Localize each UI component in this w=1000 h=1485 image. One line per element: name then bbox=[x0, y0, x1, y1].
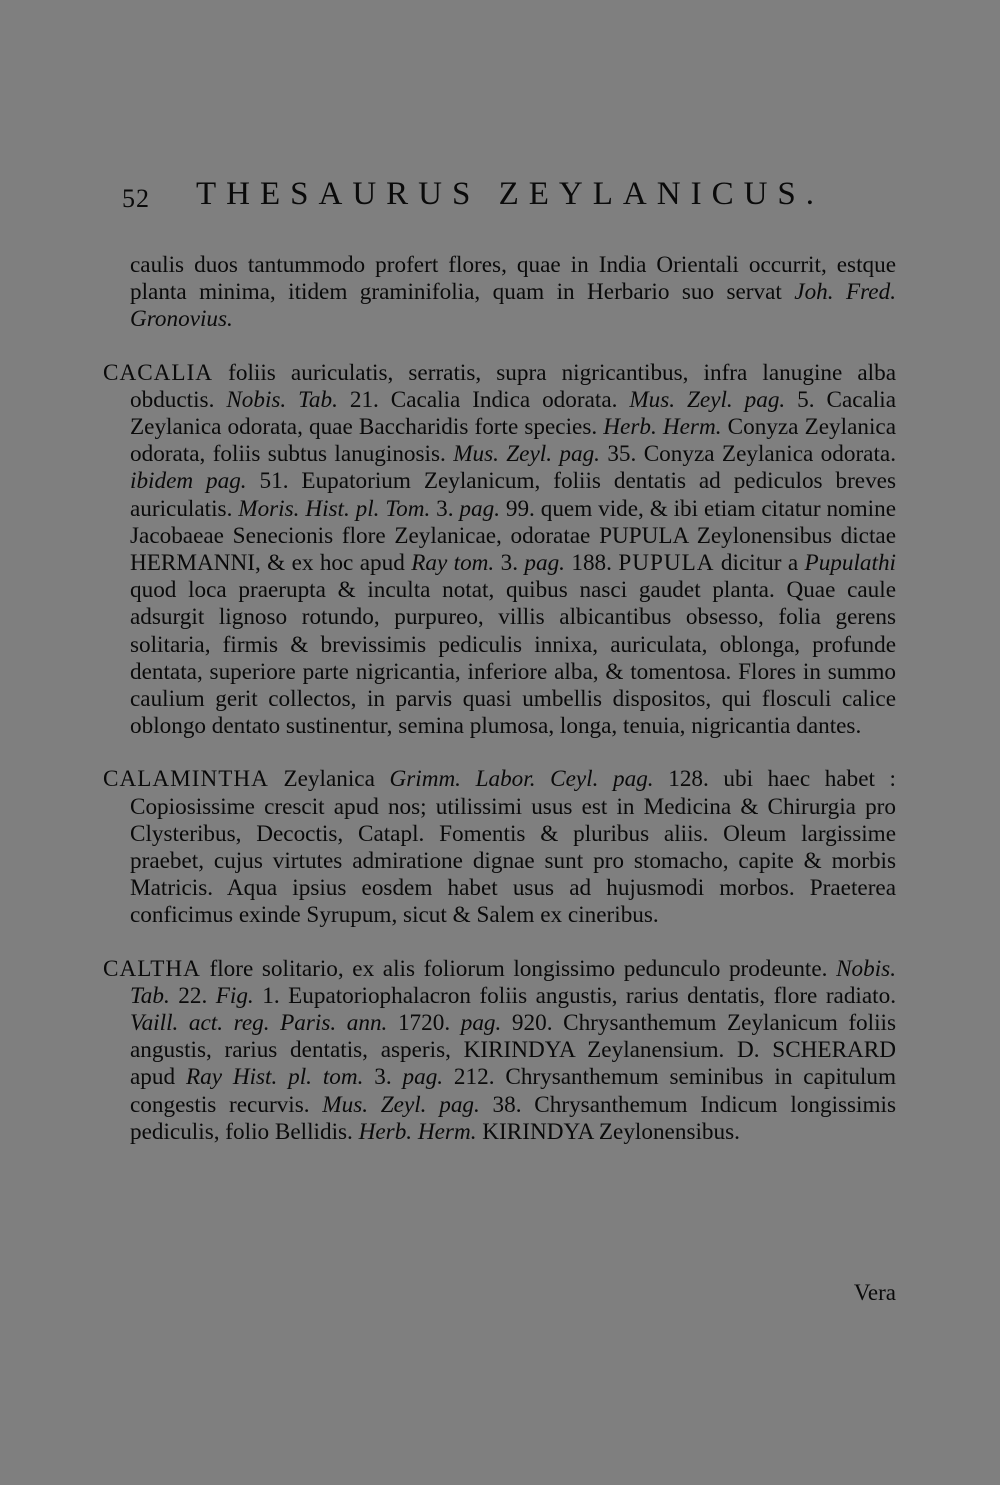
dictionary-entry bbox=[103, 766, 896, 929]
headword: CALAMINTHA bbox=[103, 766, 269, 793]
text-run: 38. Chrysanthemum Indicum longissimis pediculis, folio Bellidis. bbox=[130, 1091, 896, 1145]
citation: Ray tom. bbox=[411, 550, 495, 577]
text-run: 212. Chrysanthemum seminibus in capitulum congestis recurvis. bbox=[130, 1064, 896, 1118]
text-run: Zeylanica bbox=[268, 766, 390, 793]
citation: Mus. Zeyl. pag. bbox=[629, 386, 786, 413]
text-run: 1. Eupatoriophalacron foliis angustis, rarius dentatis, flore radiato. bbox=[253, 982, 897, 1009]
citation: pag. bbox=[524, 550, 565, 577]
text-run: 920. Chrysanthemum Zeylanicum foliis angustis, rarius dentatis, asperis, KIRINDYA Zeylanensium. D. SCHERARD apud bbox=[130, 1010, 897, 1091]
text-run: 99. quem vide, & ibi etiam citatur nomine Jacobaeae Senecionis flore Zeylanicae, odoratae PUPULA Zeylonensibus dictae HERMANNI, & ex hoc apud bbox=[130, 495, 896, 577]
text-run: caulis duos tantummodo profert flores, quae in India Orientali occurrit, estque planta minima, itidem graminifolia, quam in Herbario suo servat bbox=[130, 252, 896, 306]
text-run: Conyza Zeylanica odorata, foliis subtus lanuginosis. bbox=[130, 414, 897, 468]
page-number: 52 bbox=[122, 184, 150, 213]
text-run: dicitur a bbox=[714, 550, 805, 577]
citation: pag. bbox=[459, 495, 500, 522]
citation: pag. bbox=[460, 1010, 502, 1037]
text-run: 128. ubi haec habet : Copiosissime crescit apud nos; utilissimi usus est in Medicina & Chirurgia pro Clysteribus, Decoctis, Catapl. Fomentis & pluribus aliis. Oleum largissime praebet, cujus virtutes admiratione dignae sunt pro stomacho, capite & morbis Matricis. Aqua ipsius eosdem habet usus ad hujusmodi morbos. Praeterea conficimus exinde Syrupum, sicut & Salem ex cineribus. bbox=[130, 766, 896, 929]
dictionary-entry bbox=[103, 956, 896, 1146]
citation: Herb. Herm. bbox=[603, 414, 722, 441]
citation: Vaill. act. reg. Paris. ann. bbox=[130, 1010, 388, 1037]
text-run: 35. Conyza Zeylanica odorata. bbox=[599, 441, 896, 468]
citation: Moris. Hist. pl. Tom. bbox=[238, 495, 431, 522]
text-run: 3. bbox=[363, 1064, 403, 1091]
citation: ibidem pag. bbox=[130, 468, 247, 495]
citation: Joh. Fred. Gronovius. bbox=[130, 279, 896, 333]
text-run: quod loca praerupta & inculta notat, quibus nasci gaudet planta. Quae caule adsurgit lignoso rotundo, purpureo, villis albicantibus obsesso, folia gerens solitaria, firmis & brevissimis pediculis innixa, auriculata, oblonga, profunde dentata, superiore parte nigricantia, inferiore alba, & tomentosa. Flores in summo caulium gerit collectos, in parvis quasi umbellis dispositos, qui flosculi calice oblongo dentato sustinentur, semina plumosa, longa, tenuia, nigricantia dantes. bbox=[130, 577, 896, 740]
citation: Pupulathi bbox=[804, 550, 896, 577]
text-run: 5. Cacalia Zeylanica odorata, quae Baccharidis forte species. bbox=[130, 386, 897, 441]
text-run: 21. Cacalia Indica odorata. bbox=[337, 386, 630, 413]
continuation-paragraph bbox=[103, 252, 896, 334]
citation: Herb. Herm. bbox=[358, 1118, 477, 1145]
citation: Mus. Zeyl. pag. bbox=[453, 441, 600, 468]
text-run: 188. bbox=[564, 550, 619, 577]
text-run: 22. bbox=[169, 982, 216, 1009]
dictionary-entry bbox=[103, 360, 896, 741]
headword: CACALIA bbox=[103, 359, 214, 386]
citation: Nobis. Tab. bbox=[130, 955, 896, 1009]
citation: Grimm. Labor. Ceyl. pag. bbox=[389, 766, 654, 793]
citation: Mus. Zeyl. pag. bbox=[322, 1091, 480, 1118]
text-run: 3. bbox=[430, 495, 460, 522]
text-run: 51. Eupatorium Zeylanicum, foliis dentatis ad pediculos breves auriculatis. bbox=[130, 468, 896, 522]
citation: Fig. bbox=[215, 982, 254, 1009]
text-run: KIRINDYA Zeylonensibus. bbox=[476, 1118, 740, 1145]
citation: pag. bbox=[402, 1064, 444, 1091]
text-run: 3. bbox=[494, 550, 525, 577]
text-run: foliis auriculatis, serratis, supra nigricantibus, infra lanugine alba obductis. bbox=[130, 359, 896, 413]
citation: Ray Hist. pl. tom. bbox=[185, 1064, 364, 1091]
headword: CALTHA bbox=[103, 955, 201, 982]
book-title: THESAURUS ZEYLANICUS. bbox=[196, 176, 825, 212]
catchword: Vera bbox=[853, 1280, 896, 1305]
text-run: flore solitario, ex alis foliorum longissimo pedunculo prodeunte. bbox=[200, 955, 837, 982]
running-head bbox=[122, 176, 842, 220]
body-text bbox=[103, 252, 896, 1146]
text-run: 1720. bbox=[387, 1010, 461, 1037]
citation: Nobis. Tab. bbox=[226, 386, 338, 413]
headword: PUPULA bbox=[618, 550, 715, 577]
